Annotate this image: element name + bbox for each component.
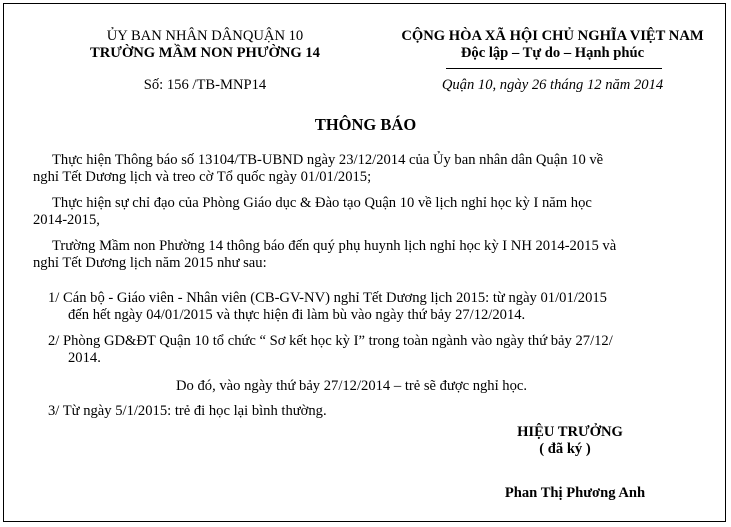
- paragraph-3-line-1: Trường Mầm non Phường 14 thông báo đến quý phụ huynh lịch nghỉ học kỳ I NH 2014-2015 và: [52, 238, 617, 254]
- paragraph-1-line-1: Thực hiện Thông báo số 13104/TB-UBND ngày 23/12/2014 của Ủy ban nhân dân Quận 10 về: [52, 152, 604, 168]
- country-name: CỘNG HÒA XÃ HỘI CHỦ NGHĨA VIỆT NAM: [401, 28, 704, 44]
- national-motto: Độc lập – Tự do – Hạnh phúc: [460, 45, 645, 61]
- paragraph-2-line-1: Thực hiện sự chỉ đạo của Phòng Giáo dục & Đào tạo Quận 10 về lịch nghỉ học kỳ I năm học: [52, 195, 592, 211]
- signed-note: ( đã ký ): [539, 441, 591, 457]
- item-2-line-2: 2014.: [68, 350, 101, 366]
- item-3: 3/ Từ ngày 5/1/2015: trẻ đi học lại bình thường.: [48, 403, 327, 419]
- paragraph-1-line-2: nghỉ Tết Dương lịch và treo cờ Tổ quốc ngày 01/01/2015;: [33, 169, 372, 185]
- motto-underline: [446, 68, 662, 69]
- signer-name: Phan Thị Phương Anh: [504, 485, 646, 501]
- paragraph-3-line-2: nghỉ Tết Dương lịch năm 2015 như sau:: [33, 255, 267, 271]
- paragraph-2-line-2: 2014-2015,: [33, 212, 100, 228]
- signer-role: HIỆU TRƯỞNG: [517, 424, 623, 440]
- place-date: Quận 10, ngày 26 tháng 12 năm 2014: [441, 77, 664, 93]
- document-number: Số: 156 /TB-MNP14: [143, 77, 267, 93]
- school-name: TRƯỜNG MẦM NON PHƯỜNG 14: [90, 45, 320, 61]
- item-2-line-1: 2/ Phòng GD&ĐT Quận 10 tổ chức “ Sơ kết học kỳ I” trong toàn ngành vào ngày thứ bảy 27/12/: [48, 333, 613, 349]
- authority-line: ỦY BAN NHÂN DÂNQUẬN 10: [106, 28, 304, 44]
- item-1-line-1: 1/ Cán bộ - Giáo viên - Nhân viên (CB-GV-NV) nghỉ Tết Dương lịch 2015: từ ngày 01/01/2015: [48, 290, 607, 306]
- item-1-line-2: đến hết ngày 04/01/2015 và thực hiện đi làm bù vào ngày thứ bảy 27/12/2014.: [68, 307, 526, 323]
- document-title: THÔNG BÁO: [314, 115, 417, 134]
- closing-note: Do đó, vào ngày thứ bảy 27/12/2014 – trẻ sẽ được nghỉ học.: [176, 378, 528, 394]
